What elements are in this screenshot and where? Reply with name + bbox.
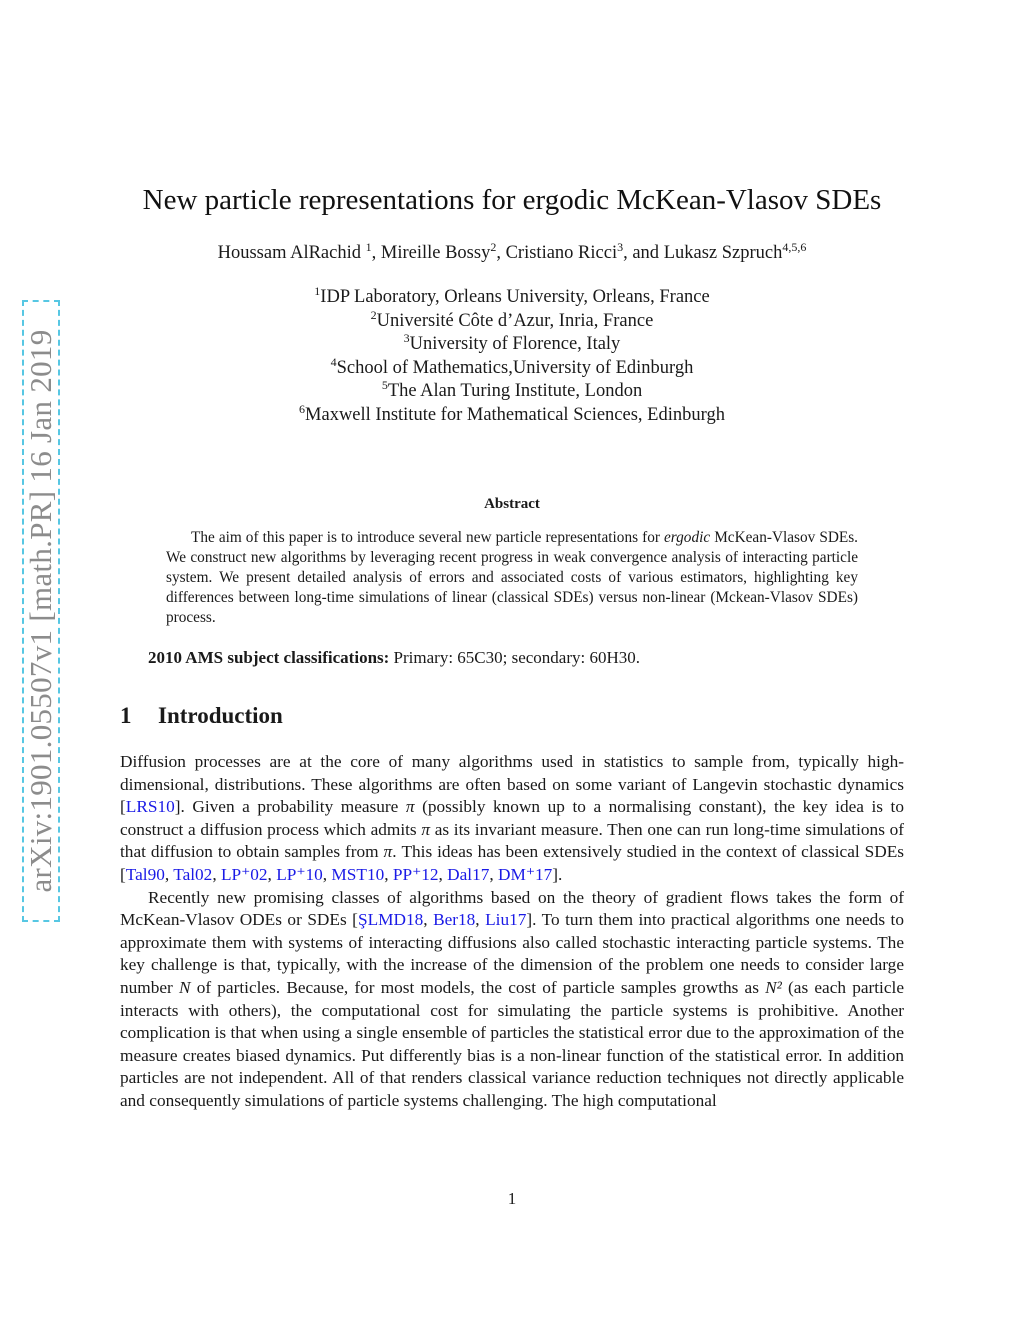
text: (as each particle interacts with others), the computational cost for simulating the particle systems is prohibitive. Another complication is that when using a single ensemble of particles the statistical error due to the approximation of the measure creates biased dynamics. Put differently bias is a non-linear function of the statistical error. In addition particles are not independent. All of that renders classical variance reduction techniques not directly applicable and consequently simulations of particle systems challenging. The high computational	[120, 977, 905, 1110]
text: ]. To turn them into practical algorithms one needs to approximate them with systems of interacting diffusions also called stochastic interacting particle systems. The key challenge is that, typically, with the increase of the dimension of the problem one needs to consider large number	[120, 910, 904, 997]
text: ,	[384, 864, 393, 884]
citation-link[interactable]: LP⁺10	[276, 864, 323, 884]
author: Cristiano Ricci	[505, 243, 618, 263]
page-number: 1	[507, 1189, 517, 1208]
math-symbol: N	[178, 977, 191, 997]
affiliation	[0, 286, 1024, 310]
section-title: Introduction	[158, 703, 283, 728]
affiliation-mark: 5	[381, 378, 388, 392]
author: Lukasz Szpruch	[663, 243, 783, 263]
paper-title: New particle representations for ergodic McKean-Vlasov SDEs	[142, 184, 882, 216]
affiliation-text: Université Côte d’Azur, Inria, France	[376, 310, 654, 331]
section-body	[120, 751, 904, 1113]
text: (possibly known up to a normalising constant), the key idea is to construct a diffusion process which admits	[120, 797, 904, 839]
citation-link[interactable]: LRS10	[125, 797, 175, 817]
author: Houssam AlRachid	[217, 243, 366, 263]
text: Diffusion processes are at the core of many algorithms used in statistics to sample from, typically high-dimensional, distributions. These algorithms are often based on some variant of Langevin stochastic dynamics [	[120, 752, 904, 817]
affiliation	[0, 380, 1024, 404]
citation-link[interactable]: Liu17	[485, 910, 527, 930]
text: . This ideas has been extensively studied in the context of classical SDEs [	[120, 842, 904, 884]
affiliation	[0, 401, 1024, 428]
author-separator: , and	[623, 243, 664, 263]
abstract-heading: Abstract	[484, 496, 540, 512]
text: ].	[552, 864, 563, 884]
text: ,	[212, 864, 221, 884]
abstract-text: McKean-Vlasov SDEs. We construct new algorithms by leveraging recent progress in weak convergence analysis of interacting particle system. We present detailed analysis of errors and associated costs of various estimators, highlighting key differences between long-time simulations of linear (classical SDEs) versus non-linear (Mckean-Vlasov SDEs) process.	[166, 529, 859, 626]
citation-link[interactable]: Dal17	[447, 864, 490, 884]
affiliation-text: IDP Laboratory, Orleans University, Orleans, France	[320, 287, 710, 307]
affiliation-mark: 3	[403, 331, 410, 345]
citation-link[interactable]: LP⁺02	[220, 864, 268, 884]
arxiv-stamp: arXiv:1901.05507v1 [math.PR] 16 Jan 2019	[23, 329, 58, 893]
ams-text: Primary: 65C30; secondary: 60H30.	[389, 648, 641, 667]
affiliation-text: The Alan Turing Institute, London	[387, 381, 643, 401]
author-list	[0, 240, 1024, 264]
author-affil-mark: 1	[365, 240, 372, 254]
author: Mireille Bossy	[380, 243, 491, 263]
author-affil-mark: 3	[617, 240, 624, 254]
math-symbol: π	[405, 797, 415, 817]
text: ,	[423, 910, 434, 930]
author-separator: ,	[496, 243, 506, 263]
text: Recently new promising classes of algorithms based on the theory of gradient flows takes the form of McKean-Vlasov ODEs or SDEs [	[120, 887, 904, 930]
affiliation	[0, 354, 1024, 381]
text: ,	[322, 864, 332, 884]
math-symbol: π	[421, 819, 431, 839]
paragraph	[120, 751, 904, 887]
math-symbol: π	[383, 842, 393, 862]
text: ,	[489, 864, 499, 884]
citation-link[interactable]: Tal02	[173, 864, 213, 884]
author-affil-mark: 2	[490, 240, 497, 254]
text: ]. Given a probability measure	[174, 797, 406, 817]
affiliation-mark: 4	[330, 354, 337, 369]
section-number: 1	[120, 703, 132, 728]
text: as its invariant measure. Then one can run long-time simulations of that diffusion to obtain samples from	[120, 819, 904, 862]
ams-classification	[148, 648, 640, 668]
citation-link[interactable]: PP⁺12	[392, 864, 439, 884]
affiliation-text: University of Florence, Italy	[409, 334, 621, 354]
paragraph	[120, 887, 904, 1113]
author-separator: ,	[371, 243, 381, 263]
text: ,	[438, 864, 448, 884]
ams-label: 2010 AMS subject classifications:	[148, 648, 390, 667]
affiliation-list	[0, 286, 1024, 427]
citation-link[interactable]: DM⁺17	[498, 864, 553, 884]
citation-link[interactable]: MST10	[331, 864, 385, 884]
affiliation-text: Maxwell Institute for Mathematical Sciences, Edinburgh	[305, 404, 725, 425]
text: of particles. Because, for most models, the cost of particle samples growths as	[190, 977, 766, 997]
abstract-text: The aim of this paper is to introduce several new particle representations for	[191, 529, 664, 546]
affiliation	[0, 333, 1024, 357]
text: ,	[475, 910, 486, 930]
affiliation-mark: 6	[299, 401, 306, 416]
text: ,	[164, 864, 174, 884]
affiliation-text: School of Mathematics,University of Edinburgh	[336, 357, 694, 378]
abstract-body	[166, 528, 858, 628]
citation-link[interactable]: ŞLMD18	[357, 910, 424, 930]
author-affil-mark: 4,5,6	[782, 240, 807, 254]
text: ,	[267, 864, 277, 884]
abstract-emphasis: ergodic	[663, 529, 711, 546]
math-symbol: N²	[765, 977, 782, 997]
citation-link[interactable]: Tal90	[125, 864, 165, 884]
affiliation	[0, 307, 1024, 334]
citation-link[interactable]: Ber18	[433, 910, 476, 930]
section-heading	[120, 703, 283, 729]
affiliation-mark: 2	[370, 307, 377, 322]
affiliation-mark: 1	[314, 284, 321, 298]
